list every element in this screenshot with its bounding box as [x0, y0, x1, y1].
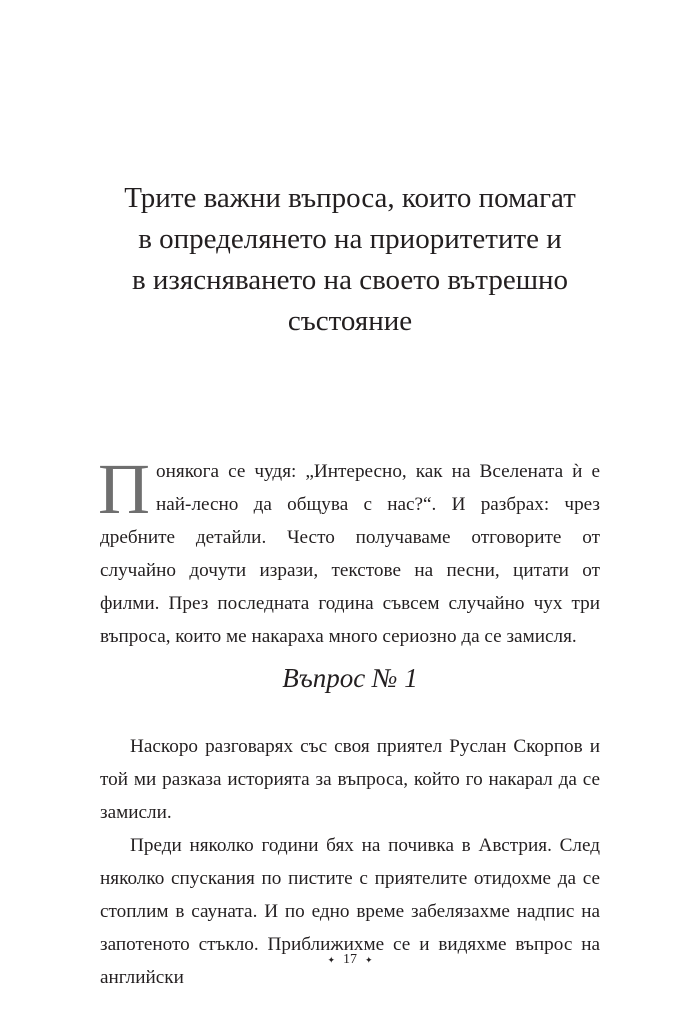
ornament-left: ✦ — [327, 955, 335, 965]
chapter-title-line: в определянето на приоритетите и — [138, 223, 562, 255]
chapter-title-line: в изясняването на своето вътрешно — [131, 264, 569, 296]
page-footer — [0, 950, 700, 970]
ornament-right: ✦ — [365, 955, 373, 965]
chapter-title-line: състояние — [287, 305, 413, 337]
intro-paragraph — [98, 449, 600, 653]
chapter-title — [80, 178, 620, 342]
intro-text: онякога се чудя: „Интересно, как на Вселената ѝ е най-лесно да общува с нас?“. И разбрах: чрез дребните детайли. Често получаваме отговорите от случайно дочути изрази, текстове на песни, цитати от филми. През последната година съвсем случайно чух три въпроса, които ме накараха много сериозно да се замисля. — [100, 461, 600, 647]
section-heading: Въпрос № 1 — [282, 663, 418, 693]
chapter-title-line: Трите важни въпроса, които помагат — [124, 182, 576, 214]
page-number: 17 — [343, 952, 357, 968]
drop-cap: П — [98, 449, 150, 529]
section-paragraph: Преди няколко години бях на почивка в Австрия. След няколко спускания по пистите с приятелите отидохме да се стоплим в сауната. И по едно време забелязахме надпис на запотеното стъкло. Приближихме се и видяхме въпрос на английски — [100, 835, 600, 988]
section-paragraph: Наскоро разговарях със своя приятел Руслан Скорпов и той ми разказа историята за въпроса, който го накарал да се замисли. — [100, 736, 600, 823]
